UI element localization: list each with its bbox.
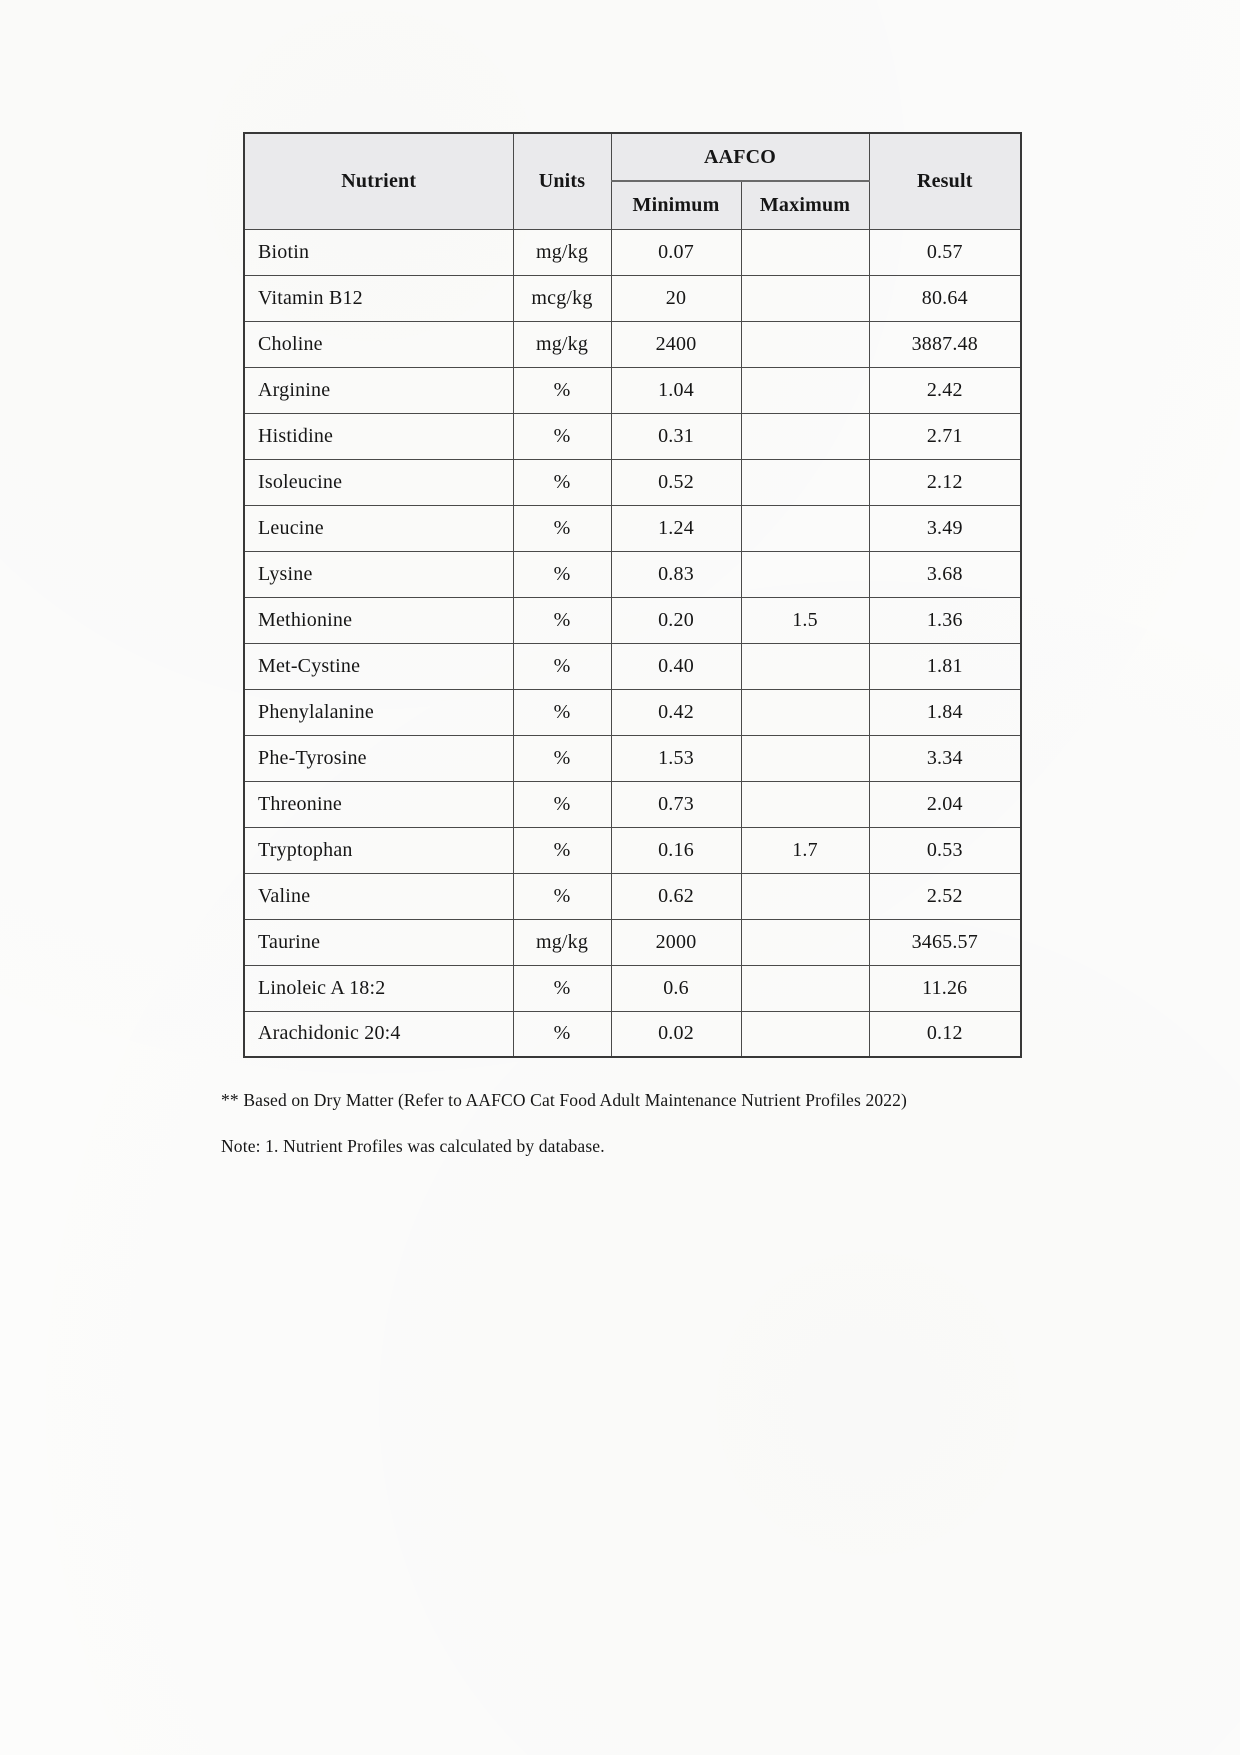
table-row xyxy=(244,597,1021,643)
minimum-cell: 0.31 xyxy=(611,413,741,459)
nutrient-cell: Met-Cystine xyxy=(244,643,513,689)
result-cell: 11.26 xyxy=(869,965,1021,1011)
units-cell: mg/kg xyxy=(513,919,611,965)
result-cell: 3.49 xyxy=(869,505,1021,551)
maximum-cell xyxy=(741,229,869,275)
units-cell: % xyxy=(513,781,611,827)
result-cell: 3465.57 xyxy=(869,919,1021,965)
result-cell: 0.57 xyxy=(869,229,1021,275)
result-cell: 2.71 xyxy=(869,413,1021,459)
minimum-cell: 1.53 xyxy=(611,735,741,781)
maximum-cell xyxy=(741,505,869,551)
result-cell: 1.81 xyxy=(869,643,1021,689)
maximum-cell xyxy=(741,689,869,735)
units-cell: % xyxy=(513,643,611,689)
table-row xyxy=(244,321,1021,367)
units-cell: % xyxy=(513,597,611,643)
col-header-maximum: Maximum xyxy=(741,181,869,229)
maximum-cell: 1.7 xyxy=(741,827,869,873)
table-row xyxy=(244,229,1021,275)
table-row xyxy=(244,735,1021,781)
maximum-cell xyxy=(741,1011,869,1057)
minimum-cell: 0.07 xyxy=(611,229,741,275)
units-cell: % xyxy=(513,505,611,551)
table-row xyxy=(244,413,1021,459)
maximum-cell xyxy=(741,459,869,505)
maximum-cell xyxy=(741,643,869,689)
maximum-cell xyxy=(741,321,869,367)
units-cell: % xyxy=(513,367,611,413)
nutrient-cell: Phenylalanine xyxy=(244,689,513,735)
minimum-cell: 0.40 xyxy=(611,643,741,689)
footnote-note1: Note: 1. Nutrient Profiles was calculated by database. xyxy=(221,1136,605,1156)
result-cell: 0.53 xyxy=(869,827,1021,873)
units-cell: % xyxy=(513,551,611,597)
minimum-cell: 0.73 xyxy=(611,781,741,827)
col-header-minimum: Minimum xyxy=(611,181,741,229)
table-row xyxy=(244,919,1021,965)
nutrient-cell: Linoleic A 18:2 xyxy=(244,965,513,1011)
nutrient-cell: Phe-Tyrosine xyxy=(244,735,513,781)
result-cell: 3.34 xyxy=(869,735,1021,781)
table-row xyxy=(244,1011,1021,1057)
nutrient-cell: Valine xyxy=(244,873,513,919)
maximum-cell xyxy=(741,413,869,459)
minimum-cell: 0.83 xyxy=(611,551,741,597)
minimum-cell: 0.62 xyxy=(611,873,741,919)
maximum-cell xyxy=(741,781,869,827)
units-cell: % xyxy=(513,689,611,735)
minimum-cell: 1.24 xyxy=(611,505,741,551)
nutrient-cell: Threonine xyxy=(244,781,513,827)
table-row xyxy=(244,275,1021,321)
table-row xyxy=(244,781,1021,827)
maximum-cell xyxy=(741,735,869,781)
result-cell: 3.68 xyxy=(869,551,1021,597)
units-cell: % xyxy=(513,873,611,919)
col-header-units: Units xyxy=(513,133,611,229)
minimum-cell: 0.16 xyxy=(611,827,741,873)
table-row xyxy=(244,965,1021,1011)
nutrient-cell: Biotin xyxy=(244,229,513,275)
minimum-cell: 2400 xyxy=(611,321,741,367)
table-row xyxy=(244,505,1021,551)
result-cell: 0.12 xyxy=(869,1011,1021,1057)
nutrient-cell: Leucine xyxy=(244,505,513,551)
units-cell: % xyxy=(513,459,611,505)
units-cell: % xyxy=(513,965,611,1011)
minimum-cell: 0.6 xyxy=(611,965,741,1011)
nutrient-cell: Histidine xyxy=(244,413,513,459)
units-cell: mcg/kg xyxy=(513,275,611,321)
table-row xyxy=(244,459,1021,505)
units-cell: mg/kg xyxy=(513,321,611,367)
nutrient-analysis-table xyxy=(243,132,1022,1058)
result-cell: 3887.48 xyxy=(869,321,1021,367)
units-cell: % xyxy=(513,413,611,459)
result-cell: 2.04 xyxy=(869,781,1021,827)
units-cell: % xyxy=(513,827,611,873)
minimum-cell: 0.42 xyxy=(611,689,741,735)
table-row xyxy=(244,689,1021,735)
nutrient-cell: Arachidonic 20:4 xyxy=(244,1011,513,1057)
units-cell: % xyxy=(513,735,611,781)
table-row xyxy=(244,873,1021,919)
col-header-result: Result xyxy=(869,133,1021,229)
nutrient-cell: Arginine xyxy=(244,367,513,413)
minimum-cell: 0.02 xyxy=(611,1011,741,1057)
col-header-nutrient: Nutrient xyxy=(244,133,513,229)
maximum-cell xyxy=(741,551,869,597)
minimum-cell: 1.04 xyxy=(611,367,741,413)
result-cell: 2.42 xyxy=(869,367,1021,413)
table-row xyxy=(244,827,1021,873)
minimum-cell: 0.20 xyxy=(611,597,741,643)
nutrient-cell: Vitamin B12 xyxy=(244,275,513,321)
result-cell: 1.36 xyxy=(869,597,1021,643)
result-cell: 80.64 xyxy=(869,275,1021,321)
nutrient-cell: Choline xyxy=(244,321,513,367)
minimum-cell: 20 xyxy=(611,275,741,321)
footnote-dry-matter: ** Based on Dry Matter (Refer to AAFCO Cat Food Adult Maintenance Nutrient Profiles 2022) xyxy=(221,1090,908,1110)
nutrient-cell: Isoleucine xyxy=(244,459,513,505)
nutrient-cell: Methionine xyxy=(244,597,513,643)
maximum-cell xyxy=(741,367,869,413)
result-cell: 2.12 xyxy=(869,459,1021,505)
table-row xyxy=(244,643,1021,689)
units-cell: % xyxy=(513,1011,611,1057)
maximum-cell xyxy=(741,275,869,321)
col-header-aafco: AAFCO xyxy=(611,133,869,181)
units-cell: mg/kg xyxy=(513,229,611,275)
result-cell: 2.52 xyxy=(869,873,1021,919)
nutrient-cell: Taurine xyxy=(244,919,513,965)
result-cell: 1.84 xyxy=(869,689,1021,735)
nutrient-cell: Tryptophan xyxy=(244,827,513,873)
maximum-cell xyxy=(741,873,869,919)
nutrient-cell: Lysine xyxy=(244,551,513,597)
maximum-cell: 1.5 xyxy=(741,597,869,643)
maximum-cell xyxy=(741,919,869,965)
table-row xyxy=(244,367,1021,413)
table-row xyxy=(244,551,1021,597)
minimum-cell: 0.52 xyxy=(611,459,741,505)
minimum-cell: 2000 xyxy=(611,919,741,965)
maximum-cell xyxy=(741,965,869,1011)
